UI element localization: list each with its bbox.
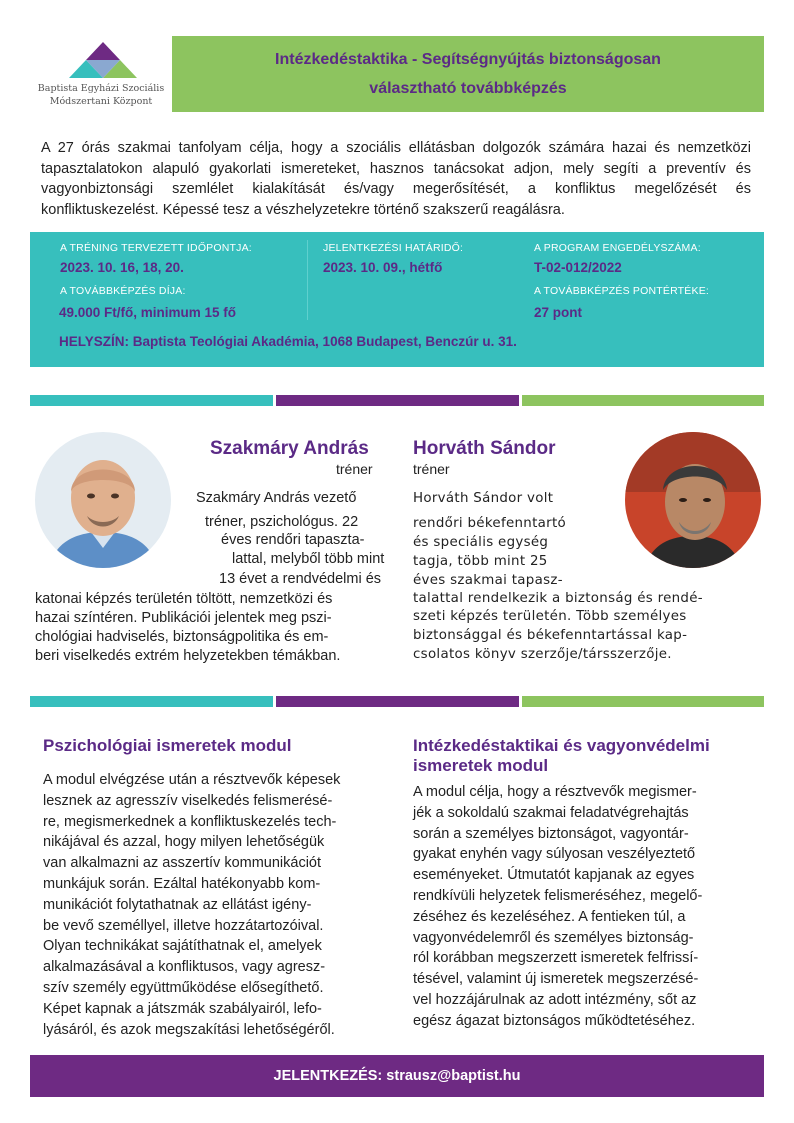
- bio-line: chológiai hadviselés, biztonságpolitika és em-: [35, 629, 329, 645]
- date-label: A TRÉNING TERVEZETT IDŐPONTJA:: [60, 242, 252, 254]
- divider-stripe-purple: [276, 395, 519, 406]
- bio-line: Horváth Sándor volt: [413, 491, 554, 506]
- module-line: munkájuk során. Ezáltal hatékonyabb kom-: [43, 875, 321, 892]
- module-line: egész ágazat biztonságos működtetéséhez.: [413, 1012, 696, 1029]
- logo-triangles-icon: [68, 40, 138, 82]
- fee-label: A TOVÁBBKÉPZÉS DÍJA:: [60, 285, 186, 297]
- module-line: szív személy együttműködése elősegíthető.: [43, 979, 324, 996]
- bio-line: csolatos könyv szerzője/társszerzője.: [413, 647, 672, 662]
- logo-line-2: Módszertani Központ: [49, 96, 153, 107]
- trainer-role-2: tréner: [413, 461, 450, 477]
- module-line: jék a sokoldalú szakmai feladatvégrehajtás: [413, 804, 689, 821]
- bio-line: tréner, pszichológus. 22: [205, 514, 359, 530]
- module-body-2: [413, 782, 758, 1032]
- divider-stripe-teal: [30, 696, 273, 707]
- module-line: Képet kapnak a játszmák szabályairól, lefo-: [43, 1000, 322, 1017]
- module-line: gyakat enyhén vagy súlyosan veszélyeztető: [413, 846, 696, 863]
- bio-line: katonai képzés területén töltött, nemzetközi és: [35, 591, 333, 607]
- module-line: vel hozzájárulnak az adott intézmény, sőt az: [413, 991, 697, 1008]
- bio-line: Szakmáry András vezető: [196, 490, 357, 506]
- trainer-photo-horvath: [625, 432, 761, 568]
- trainer-name-1: Szakmáry András: [210, 438, 369, 459]
- bio-line: szeti képzés területén. Több személyes: [413, 609, 687, 624]
- module-line: nikájával és azzal, hogy milyen lehetőségük: [43, 834, 325, 851]
- module-line: vagyonvédelemről és személyes biztonság-: [413, 929, 694, 946]
- person-portrait-icon: [35, 432, 171, 568]
- registration-label: JELENTKEZÉS:: [273, 1068, 387, 1084]
- module-line: alkalmazásával a konfliktusos, vagy agresz-: [43, 959, 326, 976]
- module-title-line: Pszichológiai ismeretek modul: [43, 736, 292, 755]
- location-value: HELYSZÍN: Baptista Teológiai Akadémia, 1068 Budapest, Benczúr u. 31.: [59, 334, 517, 349]
- module-line: lyásáról, és azok megszakítási lehetőségéről.: [43, 1021, 335, 1038]
- logo-line-1: Baptista Egyházi Szociális: [37, 83, 165, 94]
- module-line: A modul célja, hogy a résztvevők megismer-: [413, 784, 697, 800]
- bio-line: talattal rendelkezik a biztonság és rendé-: [413, 591, 703, 606]
- permit-label: A PROGRAM ENGEDÉLYSZÁMA:: [534, 242, 701, 254]
- organization-logo: [30, 38, 172, 116]
- permit-value: T-02-012/2022: [534, 260, 622, 275]
- trainer-role-1: tréner: [336, 461, 373, 477]
- person-portrait-icon: [625, 432, 761, 568]
- registration-email-link[interactable]: strausz@baptist.hu: [386, 1068, 521, 1084]
- bio-line: hazai színtéren. Publikációi jelentek meg pszi-: [35, 610, 332, 626]
- bio-line: lattal, melyből több mint: [232, 551, 385, 567]
- course-info-box: [30, 232, 764, 367]
- page-title: [172, 36, 764, 112]
- intro-paragraph: A 27 órás szakmai tanfolyam célja, hogy a szociális ellátásban dolgozók számára hazai és nemzetközi tapasztalatokon alapuló gyakorlati ismereteket, hasznos tanácsokat adjon, mely segíti a preventív és vagyonbiztonsági szemlélet kialakítását és/vagy megerősítését, a konfliktus megelőzését és konfliktuskezelést. Képessé tesz a vészhelyzetekre történő szakszerű reagálásra.: [41, 140, 751, 218]
- module-line: rendkívüli helyzetek felismeréséhez, megelő-: [413, 887, 703, 904]
- bio-line: biztonsággal és békefenntartással kap-: [413, 628, 688, 643]
- module-line: ról korábban megszerzett ismeretek felfrissí-: [413, 950, 699, 967]
- divider-stripe-green: [522, 696, 764, 707]
- module-title-line: ismeretek modul: [413, 756, 549, 775]
- bio-line: rendőri békefenntartó: [413, 516, 566, 531]
- deadline-value: 2023. 10. 09., hétfő: [323, 260, 443, 275]
- module-body-1: [43, 770, 383, 1040]
- bio-line: és speciális egység: [413, 535, 549, 550]
- bio-line: beri viselkedés extrém helyzetekben témákban.: [35, 648, 341, 664]
- module-line: eseményeket. Útmutatót kapjanak az egyes: [413, 867, 695, 884]
- module-title-line: Intézkedéstaktikai és vagyonvédelmi: [413, 736, 710, 755]
- trainer-photo-szakmary: [35, 432, 171, 568]
- bio-line: éves rendőri tapaszta-: [221, 532, 365, 548]
- module-line: tésével, valamint új ismeretek megszerzésé-: [413, 971, 699, 988]
- module-line: van alkalmazni az asszertív kommunikációt: [43, 855, 322, 872]
- module-title-2: [413, 736, 710, 776]
- module-title-1: [43, 736, 291, 756]
- module-line: lesznek az agresszív viselkedés felismerésé-: [43, 792, 333, 809]
- module-line: be vevő személlyel, illetve hozzátartozóival.: [43, 917, 324, 934]
- module-line: során a személyes biztonságot, vagyontár-: [413, 825, 689, 842]
- module-line: zéséhez és kezeléséhez. A fentieken túl, a: [413, 908, 686, 925]
- registration-footer: [30, 1055, 764, 1097]
- bio-line: 13 évet a rendvédelmi és: [219, 571, 382, 587]
- date-value: 2023. 10. 16, 18, 20.: [60, 260, 184, 275]
- bio-line: tagja, több mint 25: [413, 554, 548, 569]
- module-line: Olyan technikákat sajátíthatnak el, amelyek: [43, 938, 322, 955]
- divider-stripe-teal: [30, 395, 273, 406]
- points-value: 27 pont: [534, 305, 583, 320]
- module-line: re, megismerkednek a konfliktuskezelés tech-: [43, 813, 337, 830]
- title-line-1: Intézkedéstaktika - Segítségnyújtás biztonságosan: [275, 51, 661, 68]
- bio-line: éves szakmai tapasz-: [413, 573, 563, 588]
- module-line: munikációt folytathatnak az ellátást igény-: [43, 896, 312, 913]
- fee-value: 49.000 Ft/fő, minimum 15 fő: [59, 305, 237, 320]
- divider-stripe-green: [522, 395, 764, 406]
- deadline-label: JELENTKEZÉSI HATÁRIDŐ:: [323, 242, 464, 254]
- divider-stripe-purple: [276, 696, 519, 707]
- info-divider: [307, 240, 308, 320]
- points-label: A TOVÁBBKÉPZÉS PONTÉRTÉKE:: [534, 285, 710, 297]
- logo-text: [30, 82, 172, 108]
- module-line: A modul elvégzése után a résztvevők képesek: [43, 772, 341, 788]
- trainer-name-2: Horváth Sándor: [413, 438, 556, 459]
- title-line-2: választható továbbképzés: [369, 80, 567, 97]
